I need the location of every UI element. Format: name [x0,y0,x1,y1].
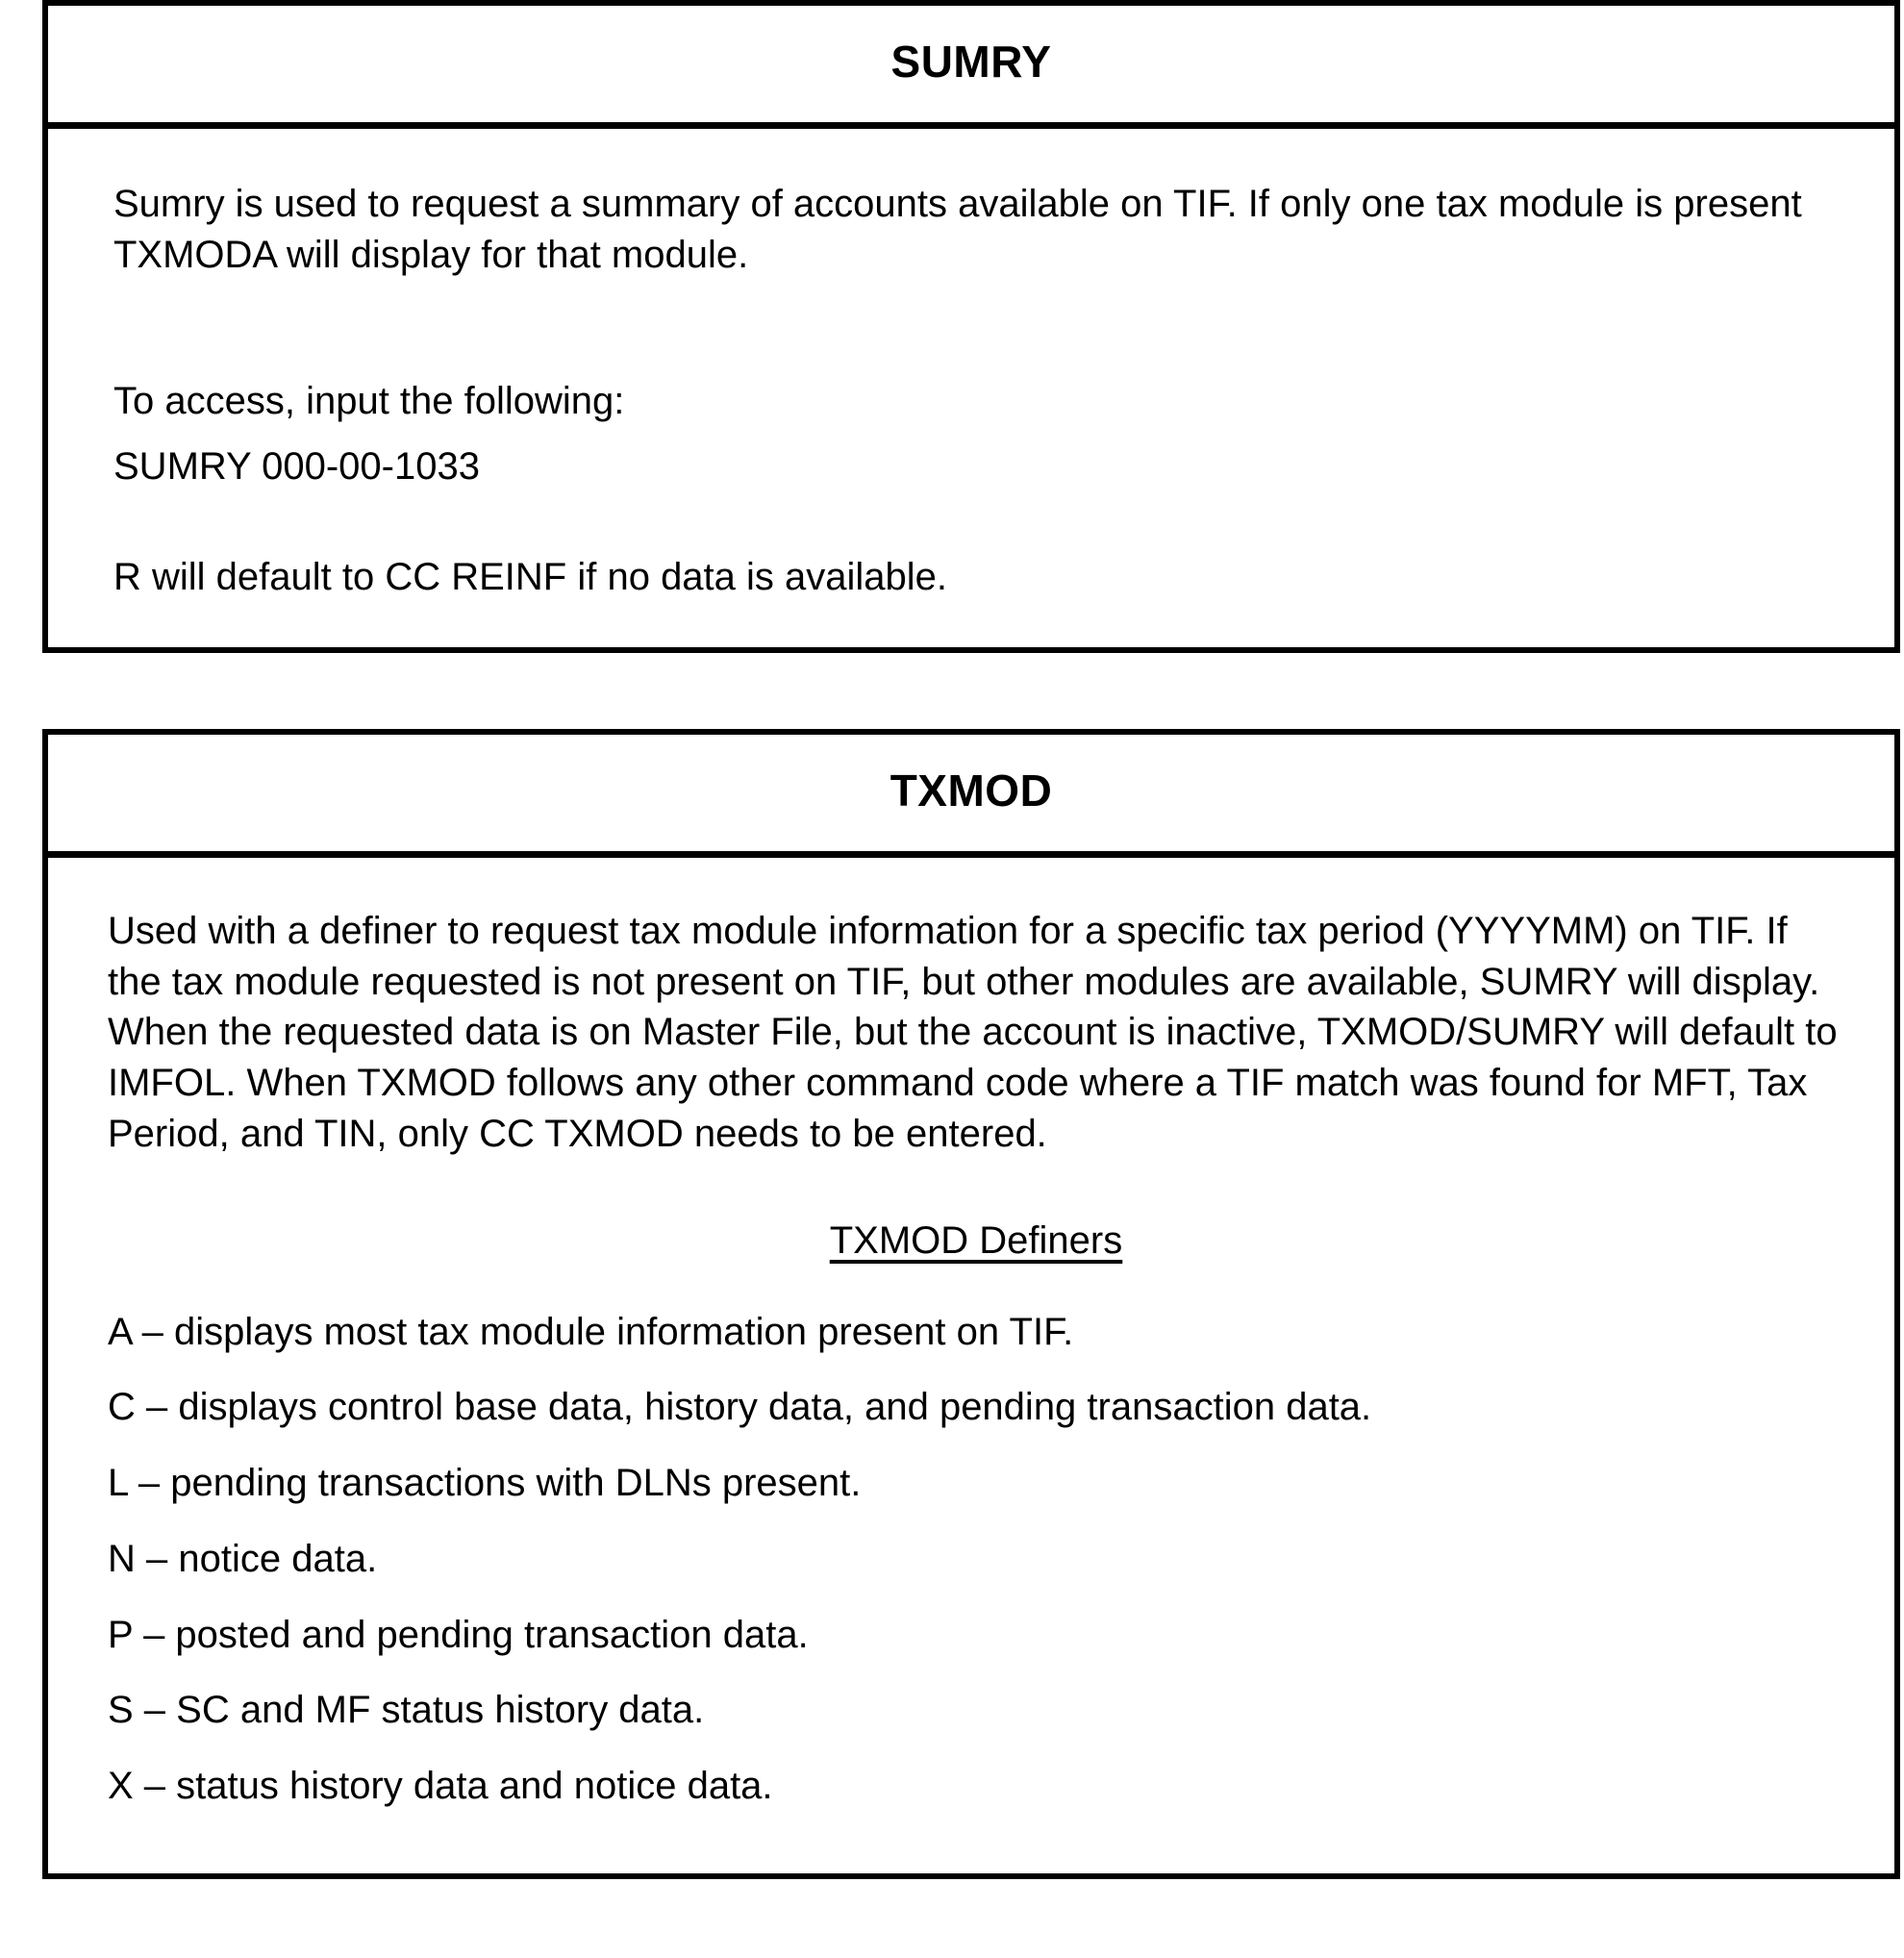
txmod-definers-heading: TXMOD Definers [829,1218,1123,1262]
definer-item-x: X – status history data and notice data. [108,1765,773,1808]
definer-item-p: P – posted and pending transaction data. [108,1613,809,1656]
sumry-section [42,0,1900,653]
txmod-section-body [48,858,1894,1873]
definer-item-s: S – SC and MF status history data. [108,1689,705,1732]
sumry-access-instruction: To access, input the following: [113,380,625,423]
txmod-definer-list [108,1307,1844,1813]
definer-item-n: N – notice data. [108,1537,378,1580]
sumry-section-title: SUMRY [48,6,1894,129]
sumry-default-note: R will default to CC REINF if no data is available. [113,555,948,598]
txmod-section [42,729,1900,1879]
sumry-section-body [48,129,1894,647]
sumry-command-example: SUMRY 000-00-1033 [113,445,480,489]
definer-item-a: A – displays most tax module information present on TIF. [108,1310,1074,1353]
txmod-section-title: TXMOD [48,735,1894,858]
definer-item-l: L – pending transactions with DLNs present. [108,1462,862,1505]
txmod-description: Used with a definer to request tax module information for a specific tax period (YYYYMM) on TIF. If the tax module requested is not present on TIF, but other modules are available, SUMRY will display. When the requested data is on Master File, but the account is inactive, TXMOD/SUMRY will default to IMFOL. When TXMOD follows any other command code where a TIF match was found for MFT, Tax Period, and TIN, only CC TXMOD needs to be entered. [108,909,1838,1155]
sumry-description: Sumry is used to request a summary of accounts available on TIF. If only one tax module is present TXMODA will display for that module. [113,182,1802,276]
definer-item-c: C – displays control base data, history data, and pending transaction data. [108,1386,1372,1429]
